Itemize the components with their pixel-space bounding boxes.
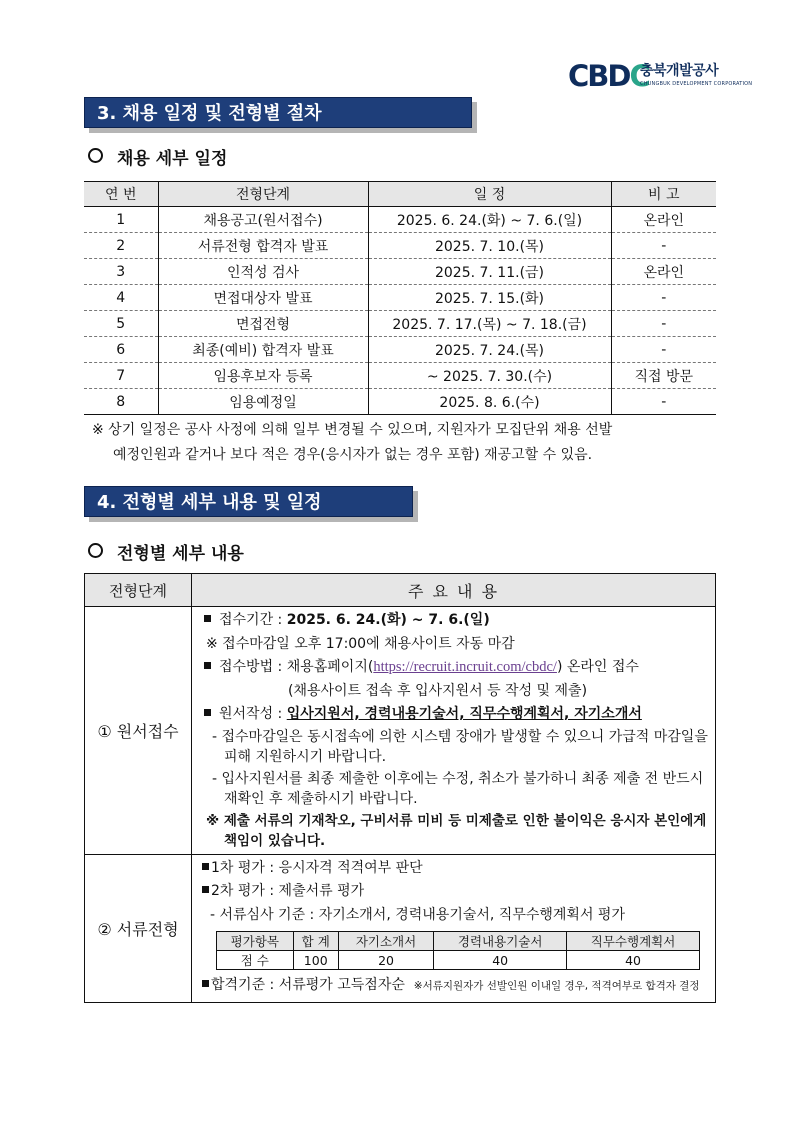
method-suffix: ) 온라인 접수 bbox=[556, 659, 639, 675]
subtitle-text: 전형별 세부 내용 bbox=[117, 544, 244, 564]
cell-stage: 인적성 검사 bbox=[158, 259, 368, 285]
stage-document: ② 서류전형 bbox=[85, 854, 192, 1002]
caution-2-line-1: - 입사지원서를 최종 제출한 이후에는 수정, 취소가 불가하니 최종 제출 전 반드시 bbox=[212, 770, 704, 787]
cell-no: 6 bbox=[84, 337, 158, 363]
schedule-table bbox=[84, 181, 716, 415]
document-content bbox=[192, 854, 716, 1002]
recruit-site-link[interactable]: https://recruit.incruit.com/cbdc/ bbox=[373, 659, 557, 675]
section-4-header: 4. 전형별 세부 내용 및 일정 bbox=[84, 486, 413, 517]
table-row bbox=[84, 311, 716, 337]
schedule-header-row bbox=[84, 182, 716, 207]
cell-stage: 임용예정일 bbox=[158, 389, 368, 415]
pass-criteria bbox=[202, 974, 709, 999]
cell-remark: - bbox=[611, 337, 716, 363]
logo-name: 충북개발공사 bbox=[640, 63, 719, 79]
caution-1-line-1: - 접수마감일은 동시접속에 의한 시스템 장애가 발생할 수 있으니 가급적 마감일을 bbox=[212, 728, 708, 745]
cell-date: 2025. 7. 11.(금) bbox=[368, 259, 611, 285]
subtitle-text: 채용 세부 일정 bbox=[117, 149, 228, 169]
warning-line-1: ※ 제출 서류의 기재착오, 구비서류 미비 등 미제출로 인한 불이익은 응시자 본인에게 bbox=[206, 812, 707, 829]
deadline-note: ※ 접수마감일 오후 17:00에 채용사이트 자동 마감 bbox=[206, 635, 515, 652]
logo-subtitle: CHUNGBUK DEVELOPMENT CORPORATION bbox=[640, 81, 753, 87]
stage-row-application bbox=[85, 607, 716, 855]
cell-date: 2025. 7. 10.(목) bbox=[368, 233, 611, 259]
score-cell: 100 bbox=[293, 951, 338, 970]
note-line-1: ※ 상기 일정은 공사 사정에 의해 일부 변경될 수 있으며, 지원자가 모집단위 채용 선발 bbox=[92, 422, 613, 438]
application-period bbox=[204, 609, 709, 633]
warning-line-2: 책임이 있습니다. bbox=[224, 832, 326, 849]
cell-date: 2025. 7. 24.(목) bbox=[368, 337, 611, 363]
application-method bbox=[204, 656, 709, 680]
score-cell: 점 수 bbox=[217, 951, 294, 970]
square-bullet-icon bbox=[202, 863, 209, 870]
score-header: 직무수행계획서 bbox=[567, 932, 700, 951]
score-header: 합 계 bbox=[293, 932, 338, 951]
logo-letter-c: C bbox=[568, 59, 588, 93]
table-row bbox=[84, 233, 716, 259]
header-no: 연 번 bbox=[84, 182, 158, 207]
cell-remark: - bbox=[611, 389, 716, 415]
square-bullet-icon bbox=[202, 980, 209, 987]
section-4-subtitle bbox=[88, 539, 244, 564]
cell-remark: - bbox=[611, 233, 716, 259]
cell-no: 3 bbox=[84, 259, 158, 285]
cell-remark: 온라인 bbox=[611, 259, 716, 285]
detail-header-row bbox=[85, 574, 716, 607]
period-label: 접수기간 : bbox=[219, 612, 287, 628]
docs-value: 입사지원서, 경력내용기술서, 직무수행계획서, 자기소개서 bbox=[286, 706, 642, 722]
score-cell: 40 bbox=[567, 951, 700, 970]
table-row bbox=[84, 259, 716, 285]
pass-note: ※서류지원자가 선발인원 이내일 경우, 적격여부로 합격자 결정 bbox=[413, 980, 700, 992]
score-cell: 20 bbox=[338, 951, 433, 970]
header-remark: 비 고 bbox=[611, 182, 716, 207]
eval-1-text: 1차 평가 : 응시자격 적격여부 판단 bbox=[211, 859, 423, 876]
caution-1-line-2: 피해 지원하시기 바랍니다. bbox=[224, 748, 387, 765]
score-header-row bbox=[217, 932, 700, 951]
docs-label: 원서작성 : bbox=[219, 706, 287, 722]
detail-table bbox=[84, 573, 716, 1003]
square-bullet-icon bbox=[204, 709, 211, 716]
cell-no: 4 bbox=[84, 285, 158, 311]
score-table bbox=[216, 931, 700, 970]
logo-letters-bd: BD bbox=[587, 59, 630, 93]
cell-date: 2025. 6. 24.(화) ~ 7. 6.(일) bbox=[368, 207, 611, 233]
header-stage: 전형단계 bbox=[158, 182, 368, 207]
circle-bullet-icon bbox=[88, 543, 103, 558]
method-label: 접수방법 : 채용홈페이지( bbox=[219, 659, 374, 675]
cell-date: ~ 2025. 7. 30.(수) bbox=[368, 363, 611, 389]
table-row bbox=[84, 363, 716, 389]
header-date: 일 정 bbox=[368, 182, 611, 207]
cell-no: 1 bbox=[84, 207, 158, 233]
application-docs bbox=[204, 703, 709, 727]
header-stage: 전형단계 bbox=[85, 574, 192, 607]
section-3-subtitle bbox=[88, 144, 227, 169]
caution-2-line-2: 재확인 후 제출하시기 바랍니다. bbox=[224, 790, 418, 807]
cell-date: 2025. 7. 15.(화) bbox=[368, 285, 611, 311]
cell-remark: 온라인 bbox=[611, 207, 716, 233]
square-bullet-icon bbox=[204, 662, 211, 669]
stage-row-document bbox=[85, 854, 716, 1002]
cell-date: 2025. 8. 6.(수) bbox=[368, 389, 611, 415]
table-row bbox=[84, 207, 716, 233]
score-header: 평가항목 bbox=[217, 932, 294, 951]
note-line-2: 예정인원과 같거나 보다 적은 경우(응시자가 없는 경우 포함) 재공고할 수 있음. bbox=[113, 447, 593, 463]
eval-1 bbox=[202, 857, 709, 881]
eval-2-text: 2차 평가 : 제출서류 평가 bbox=[211, 883, 365, 899]
eval-2 bbox=[202, 880, 709, 904]
cell-stage: 면접대상자 발표 bbox=[158, 285, 368, 311]
cell-date: 2025. 7. 17.(목) ~ 7. 18.(금) bbox=[368, 311, 611, 337]
cell-no: 7 bbox=[84, 363, 158, 389]
cell-remark: - bbox=[611, 285, 716, 311]
score-cell: 40 bbox=[434, 951, 567, 970]
period-value: 2025. 6. 24.(화) ~ 7. 6.(일) bbox=[286, 612, 490, 628]
cell-stage: 최종(예비) 합격자 발표 bbox=[158, 337, 368, 363]
cell-stage: 채용공고(원서접수) bbox=[158, 207, 368, 233]
score-value-row bbox=[217, 951, 700, 970]
cell-no: 5 bbox=[84, 311, 158, 337]
section-3-header: 3. 채용 일정 및 전형별 절차 bbox=[84, 97, 472, 128]
application-content bbox=[192, 607, 716, 855]
table-row bbox=[84, 285, 716, 311]
method-detail: (채용사이트 접속 후 입사지원서 등 작성 및 제출) bbox=[288, 682, 588, 699]
score-header: 경력내용기술서 bbox=[434, 932, 567, 951]
company-logo bbox=[568, 59, 753, 94]
cell-no: 8 bbox=[84, 389, 158, 415]
cell-stage: 면접전형 bbox=[158, 311, 368, 337]
criteria: - 서류심사 기준 : 자기소개서, 경력내용기술서, 직무수행계획서 평가 bbox=[210, 906, 625, 923]
header-content: 주 요 내 용 bbox=[192, 574, 716, 607]
logo-letter-c2: C bbox=[629, 59, 649, 93]
table-row bbox=[84, 337, 716, 363]
circle-bullet-icon bbox=[88, 148, 103, 163]
table-row bbox=[84, 389, 716, 415]
square-bullet-icon bbox=[202, 886, 209, 893]
square-bullet-icon bbox=[204, 615, 211, 622]
cell-remark: - bbox=[611, 311, 716, 337]
cell-stage: 임용후보자 등록 bbox=[158, 363, 368, 389]
schedule-note bbox=[92, 418, 722, 468]
cell-remark: 직접 방문 bbox=[611, 363, 716, 389]
score-header: 자기소개서 bbox=[338, 932, 433, 951]
stage-application: ① 원서접수 bbox=[85, 607, 192, 855]
cell-no: 2 bbox=[84, 233, 158, 259]
pass-label: 합격기준 : 서류평가 고득점자순 bbox=[211, 977, 405, 993]
cell-stage: 서류전형 합격자 발표 bbox=[158, 233, 368, 259]
